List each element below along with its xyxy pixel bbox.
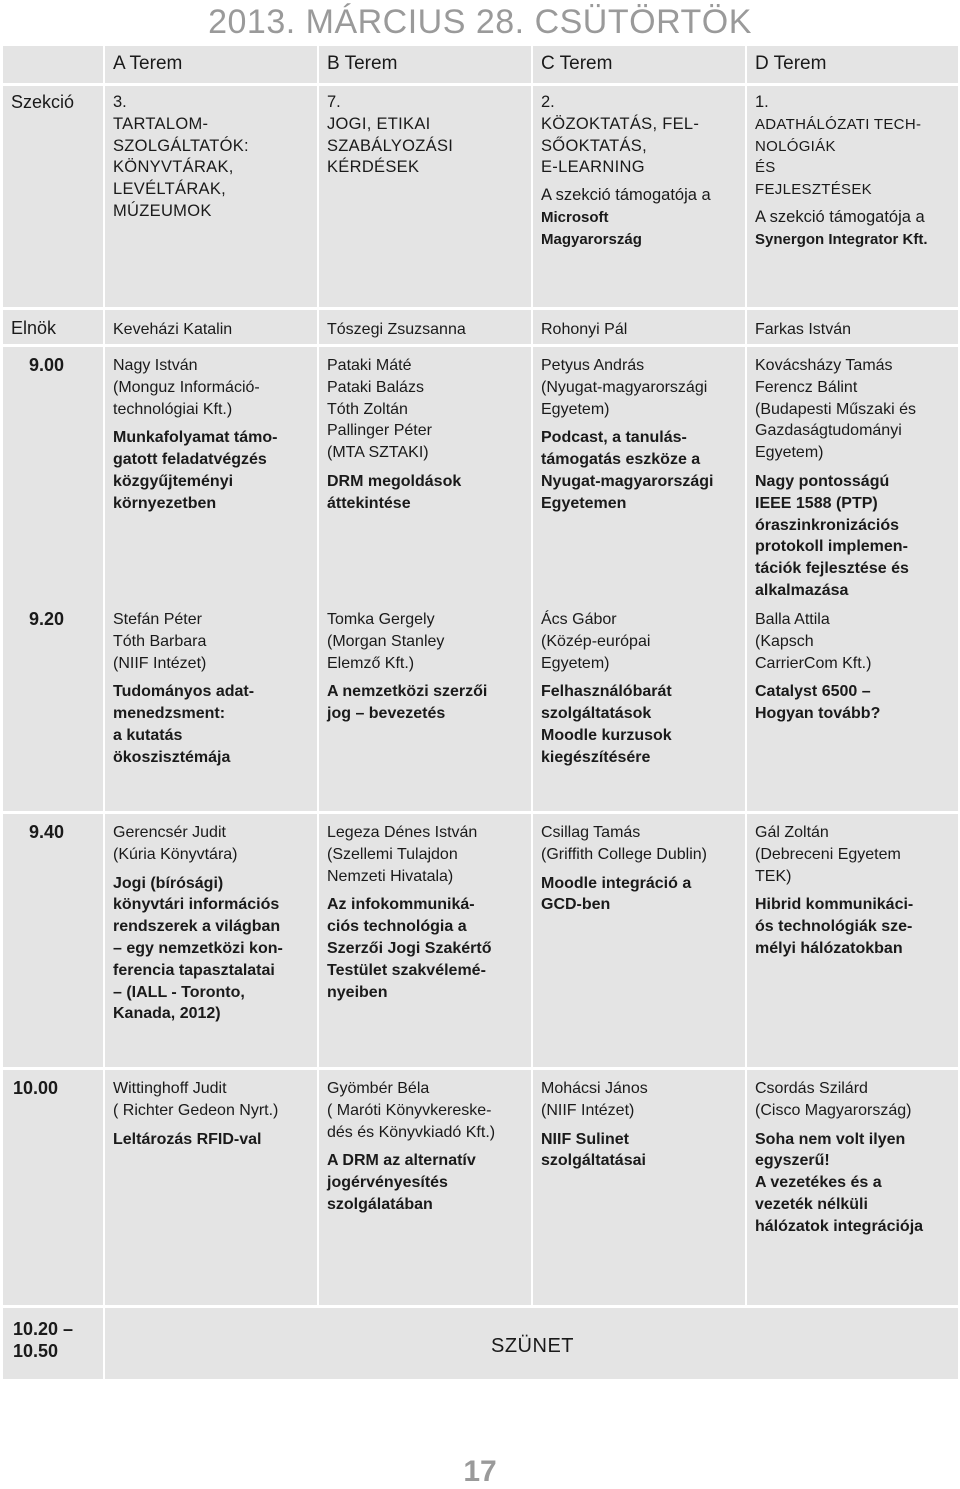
speaker-names: Pataki Máté Pataki Balázs Tóth Zoltán Pallinger Péter	[327, 357, 432, 440]
speaker-names: Gál Zoltán	[755, 824, 829, 841]
room-header-a: A Terem	[103, 46, 317, 83]
speaker-names: Kovácsházy Tamás Ferencz Bálint	[755, 357, 893, 396]
break-time: 10.20 – 10.50	[3, 1305, 103, 1379]
sponsor-label: A szekció támogatója a	[541, 186, 711, 205]
talk-cell	[531, 1067, 745, 1305]
chair-a: Keveházi Katalin	[103, 307, 317, 344]
speaker-names: Mohácsi János	[541, 1080, 648, 1097]
speaker-org: (NIIF Intézet)	[113, 654, 207, 672]
slot-time: 10.00	[3, 1067, 103, 1305]
speaker-org: (NIIF Intézet)	[541, 1101, 635, 1119]
speaker-org: (Szellemi Tulajdon Nemzeti Hivatala)	[327, 845, 458, 885]
break-label	[103, 1305, 958, 1379]
slot-time: 9.00	[3, 344, 103, 601]
speaker-org: (Cisco Magyarország)	[755, 1101, 912, 1119]
chair-d: Farkas István	[745, 307, 958, 344]
talk-title: Felhasználóbarát szolgáltatások Moodle kurzusok kiegészítésére	[541, 683, 672, 766]
speaker-names: Csordás Szilárd	[755, 1080, 868, 1097]
speaker-names: Legeza Dénes István	[327, 824, 478, 841]
talk-title: DRM megoldások áttekintése	[327, 472, 462, 512]
chair-label: Elnök	[3, 307, 103, 344]
talk-title: Leltározás RFID-val	[113, 1130, 262, 1148]
section-b	[317, 83, 531, 307]
section-title: KÖZOKTATÁS, FEL- SŐOKTATÁS, E-LEARNING	[541, 114, 700, 177]
talk-cell	[745, 344, 958, 601]
talk-cell	[103, 811, 317, 1067]
talk-title: A nemzetközi szerzői jog – bevezetés	[327, 683, 488, 723]
talk-title: Catalyst 6500 – Hogyan tovább?	[755, 683, 881, 723]
talk-cell	[103, 1067, 317, 1305]
talk-title: Tudományos adat- menedzsment: a kutatás ökoszisztémája	[113, 683, 255, 766]
section-number: 3.	[113, 93, 127, 111]
speaker-org: (Közép-európai Egyetem)	[541, 632, 651, 672]
talk-title: Az infokommuniká- ciós technológia a Szerzői Jogi Szakértő Testület szakvélemé- nyeiben	[327, 896, 492, 1001]
slot-time: 9.20	[3, 601, 103, 811]
speaker-org: ( Maróti Könyvkereske- dés és Könyvkiadó Kft.)	[327, 1101, 496, 1141]
talk-cell	[103, 601, 317, 811]
talk-cell	[317, 601, 531, 811]
chair-c: Rohonyi Pál	[531, 307, 745, 344]
room-header-c: C Terem	[531, 46, 745, 83]
talk-cell	[531, 811, 745, 1067]
sponsor-name: Microsoft Magyarország	[541, 208, 642, 248]
talk-cell	[317, 1067, 531, 1305]
talk-title: NIIF Sulinet szolgáltatásai	[541, 1130, 646, 1170]
speaker-org: (Budapesti Műszaki és Gazdaságtudományi Egyetem)	[755, 400, 916, 462]
section-d	[745, 83, 958, 307]
speaker-org: (MTA SZTAKI)	[327, 444, 429, 462]
section-a	[103, 83, 317, 307]
talk-cell	[317, 344, 531, 601]
speaker-org: (Kapsch CarrierCom Kft.)	[755, 632, 872, 672]
speaker-org: (Debreceni Egyetem TEK)	[755, 845, 901, 885]
slot-time: 9.40	[3, 811, 103, 1067]
talk-cell	[531, 601, 745, 811]
talk-cell	[317, 811, 531, 1067]
header-corner	[3, 46, 103, 83]
talk-title: Soha nem volt ilyen egyszerű! A vezetékes és a vezeték nélküli hálózatok integrációja	[755, 1130, 924, 1235]
speaker-org: (Nyugat-magyarországi Egyetem)	[541, 378, 708, 418]
talk-title: Jogi (bírósági) könyvtári információs rendszerek a világban – egy nemzetközi kon- ferencia tapasztalatai – (IALL - Toronto, Kanada, 2012)	[113, 874, 283, 1023]
speaker-names: Wittinghoff Judit	[113, 1080, 227, 1097]
section-label: Szekció	[3, 83, 103, 307]
page-number: 17	[463, 1455, 497, 1488]
talk-cell	[745, 1067, 958, 1305]
room-header-b: B Terem	[317, 46, 531, 83]
section-c	[531, 83, 745, 307]
speaker-org: (Morgan Stanley Elemző Kft.)	[327, 632, 445, 672]
speaker-names: Gerencsér Judit	[113, 824, 226, 841]
section-title: TARTALOM- SZOLGÁLTATÓK: KÖNYVTÁRAK, LEVÉLTÁRAK, MÚZEUMOK	[113, 114, 249, 220]
speaker-names: Ács Gábor	[541, 611, 617, 628]
speaker-org: ( Richter Gedeon Nyrt.)	[113, 1101, 279, 1119]
section-number: 1.	[755, 93, 769, 111]
talk-title: Munkafolyamat támo- gatott feladatvégzés közgyűjteményi környezetben	[113, 429, 278, 512]
talk-cell	[103, 344, 317, 601]
speaker-names: Csillag Tamás	[541, 824, 641, 841]
section-number: 2.	[541, 93, 555, 111]
speaker-org: (Monguz Információ- technológiai Kft.)	[113, 378, 260, 418]
talk-cell	[745, 601, 958, 811]
speaker-org: (Griffith College Dublin)	[541, 845, 707, 863]
talk-title: Nagy pontosságú IEEE 1588 (PTP) óraszinkronizációs protokoll implemen- tációk fejlesztése és alkalmazása	[755, 472, 909, 599]
talk-cell	[531, 344, 745, 601]
section-number: 7.	[327, 93, 341, 111]
speaker-names: Balla Attila	[755, 611, 830, 628]
speaker-names: Nagy István	[113, 357, 198, 374]
talk-title: Podcast, a tanulás- támogatás eszköze a Nyugat-magyarországi Egyetemen	[541, 429, 714, 512]
speaker-names: Petyus András	[541, 357, 645, 374]
talk-title: A DRM az alternatív jogérvényesítés szolgálatában	[327, 1152, 476, 1213]
talk-cell	[745, 811, 958, 1067]
sponsor-name: Synergon Integrator Kft.	[755, 230, 928, 248]
talk-title: Moodle integráció a GCD-ben	[541, 874, 692, 914]
section-title: ADATHÁLÓZATI TECH- NOLÓGIÁK ÉS FEJLESZTÉSEK	[755, 115, 922, 199]
section-title: JOGI, ETIKAI SZABÁLYOZÁSI KÉRDÉSEK	[327, 114, 454, 177]
talk-title: Hibrid kommunikáci- ós technológiák sze- mélyi hálózatokban	[755, 896, 914, 957]
room-header-d: D Terem	[745, 46, 958, 83]
sponsor-label: A szekció támogatója a	[755, 207, 925, 226]
speaker-names: Tomka Gergely	[327, 611, 435, 628]
speaker-org: (Kúria Könyvtára)	[113, 845, 238, 863]
speaker-names: Stefán Péter Tóth Barbara	[113, 611, 207, 650]
page-title: 2013. MÁRCIUS 28. CSÜTÖRTÖK	[208, 3, 752, 41]
schedule-table	[3, 46, 958, 1361]
speaker-names: Gyömbér Béla	[327, 1080, 430, 1097]
chair-b: Tószegi Zsuzsanna	[317, 307, 531, 344]
break-text: SZÜNET	[491, 1334, 574, 1357]
